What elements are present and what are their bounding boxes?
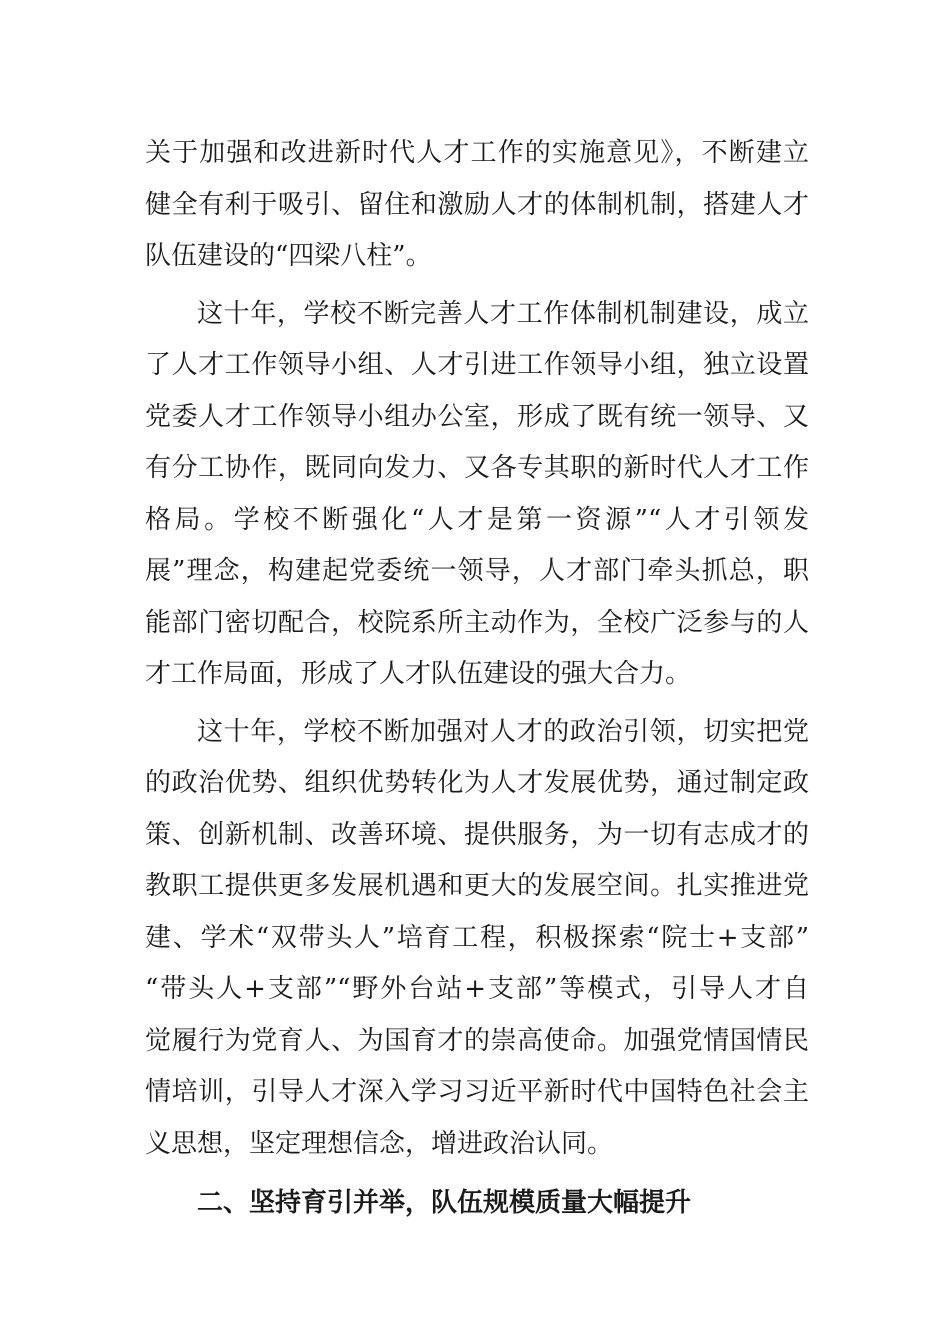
paragraph-1 bbox=[145, 128, 809, 283]
document-body bbox=[145, 128, 809, 1230]
paragraph-3 bbox=[145, 707, 809, 1171]
text-line: 建、学术“双带头人”培育工程，积极探索“院士+支部” bbox=[145, 922, 809, 953]
text-line: 关于加强和改进新时代人才工作的实施意见》，不断建立 bbox=[145, 138, 809, 168]
text-line: 格局。学校不断强化“人才是第一资源”“人才引领发 bbox=[145, 504, 809, 535]
text-line: 党委人才工作领导小组办公室，形成了既有统一领导、又 bbox=[145, 401, 809, 432]
text-line: 才工作局面，形成了人才队伍建设的强大合力。 bbox=[145, 659, 692, 689]
text-line: 这十年，学校不断加强对人才的政治引领，切实把党 bbox=[197, 716, 809, 747]
text-line: 有分工协作，既同向发力、又各专其职的新时代人才工作 bbox=[145, 453, 809, 483]
section-heading: 二、坚持育引并举，队伍规模质量大幅提升 bbox=[197, 1188, 692, 1218]
text-line: 义思想，坚定理想信念，增进政治认同。 bbox=[145, 1128, 614, 1159]
text-line: 健全有利于吸引、留住和激励人才的体制机制，搭建人才 bbox=[145, 189, 809, 220]
text-line: 觉履行为党育人、为国育才的崇高使命。加强党情国情民 bbox=[145, 1025, 809, 1056]
text-line: 展”理念，构建起党委统一领导，人才部门牵头抓总，职 bbox=[145, 556, 809, 586]
text-line: 教职工提供更多发展机遇和更大的发展空间。扎实推进党 bbox=[145, 871, 809, 901]
text-line: “带头人+支部”“野外台站+支部”等模式，引导人才自 bbox=[145, 974, 809, 1004]
text-line: 这十年，学校不断完善人才工作体制机制建设，成立 bbox=[197, 298, 809, 329]
paragraph-2 bbox=[145, 289, 809, 701]
text-line: 了人才工作领导小组、人才引进工作领导小组，独立设置 bbox=[145, 350, 809, 380]
text-line: 的政治优势、组织优势转化为人才发展优势，通过制定政 bbox=[145, 768, 809, 798]
text-line: 策、创新机制、改善环境、提供服务，为一切有志成才的 bbox=[145, 819, 809, 850]
text-line: 能部门密切配合，校院系所主动作为，全校广泛参与的人 bbox=[145, 607, 809, 638]
text-line: 情培训，引导人才深入学习习近平新时代中国特色社会主 bbox=[145, 1077, 809, 1107]
text-line: 队伍建设的“四梁八柱”。 bbox=[145, 241, 432, 271]
